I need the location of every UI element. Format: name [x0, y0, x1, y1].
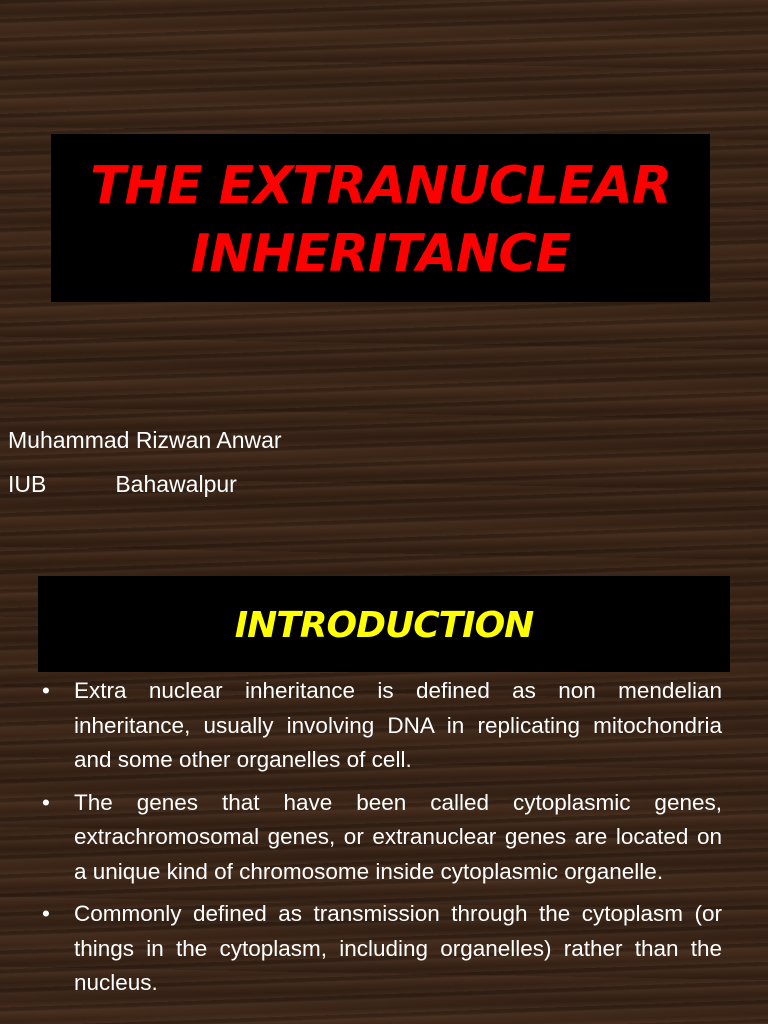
list-item [32, 786, 722, 890]
title-box [51, 134, 710, 302]
bullet-list [32, 674, 722, 1009]
heading-box [38, 576, 730, 672]
list-item [32, 674, 722, 778]
author-block [8, 418, 282, 506]
slide-title [77, 152, 684, 288]
bullet-icon: • [42, 901, 50, 926]
bullet-text: The genes that have been called cytoplasmic genes, extrachromosomal genes, or extranuclear genes are located on a unique kind of chromosome inside cytoplasmic organelle. [74, 789, 722, 884]
author-affiliation [8, 462, 282, 506]
title-line-2: INHERITANCE [190, 224, 571, 284]
bullet-text: Extra nuclear inheritance is defined as non mendelian inheritance, usually involving DNA in replicating mitochondria and some other organelles of cell. [74, 678, 722, 772]
bullet-text: Commonly defined as transmission through the cytoplasm (or things in the cytoplasm, including organelles) rather than the nucleus. [74, 901, 722, 995]
bullet-icon: • [42, 678, 50, 703]
author-name: Muhammad Rizwan Anwar [8, 427, 282, 453]
city: Bahawalpur [115, 471, 237, 497]
list-item [32, 897, 722, 1001]
title-line-1: THE EXTRANUCLEAR [90, 156, 671, 216]
bullet-icon: • [42, 789, 50, 815]
institution: IUB [8, 471, 47, 497]
section-heading: INTRODUCTION [234, 605, 534, 646]
